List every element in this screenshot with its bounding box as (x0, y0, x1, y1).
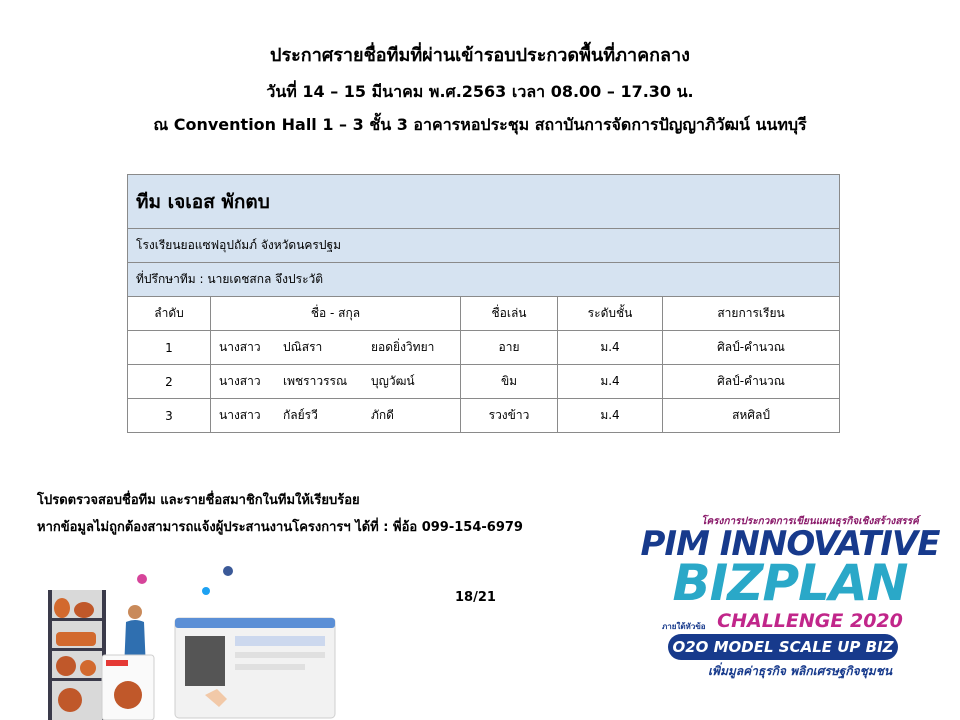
logo-tagline: เพิ่มมูลค่าธุรกิจ พลิกเศรษฐกิจชุมชน (707, 664, 893, 678)
member-first-name: ปณิสรา (283, 340, 323, 354)
team-name: ทีม เจเอส พักตบ (128, 175, 840, 229)
member-first-name: กัลย์รวี (283, 408, 318, 422)
ecommerce-illustration (40, 560, 340, 720)
column-header: ลำดับ (128, 297, 211, 331)
team-table (127, 174, 840, 433)
member-track: ศิลป์-คำนวณ (663, 365, 840, 399)
pim-bizplan-logo (640, 510, 940, 690)
page-number: 18/21 (455, 590, 496, 605)
member-first-name: เพชราวรรณ (283, 374, 348, 388)
table-row (128, 365, 840, 399)
member-last-name: บุญวัฒน์ (371, 374, 415, 388)
member-nickname: ขิม (461, 365, 558, 399)
logo-challenge: CHALLENGE 2020 (717, 610, 903, 632)
event-date: วันที่ 14 – 15 มีนาคม พ.ศ.2563 เวลา 08.00 – 17.30 น. (266, 82, 694, 101)
member-nickname: รวงข้าว (461, 399, 558, 433)
column-header: สายการเรียน (663, 297, 840, 331)
instagram-icon (137, 574, 147, 584)
member-title: นางสาว (219, 340, 261, 354)
member-level: ม.4 (558, 399, 663, 433)
social-media-icons (137, 566, 233, 595)
logo-bizplan: BIZPLAN (672, 554, 908, 612)
table-row (128, 331, 840, 365)
member-number: 2 (128, 365, 211, 399)
member-title: นางสาว (219, 374, 261, 388)
member-track: สหศิลป์ (663, 399, 840, 433)
announcement-title: ประกาศรายชื่อทีมที่ผ่านเข้ารอบประกวดพื้นที่ภาคกลาง (270, 45, 690, 66)
check-notice: โปรดตรวจสอบชื่อทีม และรายชื่อสมาชิกในทีมให้เรียบร้อย (37, 493, 360, 508)
school-name: โรงเรียนยอแซฟอุปถัมภ์ จังหวัดนครปฐม (128, 229, 840, 263)
logo-o2o-pill: O2O MODEL SCALE UP BIZ (668, 634, 898, 660)
member-level: ม.4 (558, 365, 663, 399)
member-number: 3 (128, 399, 211, 433)
pottery-shelf-image (48, 590, 106, 720)
member-fullname (211, 365, 461, 399)
table-row (128, 399, 840, 433)
column-header: ชื่อเล่น (461, 297, 558, 331)
member-fullname (211, 399, 461, 433)
member-level: ม.4 (558, 331, 663, 365)
member-number: 1 (128, 331, 211, 365)
member-track: ศิลป์-คำนวณ (663, 331, 840, 365)
facebook-icon (223, 566, 233, 576)
member-nickname: อาย (461, 331, 558, 365)
contact-notice: หากข้อมูลไม่ถูกต้องสามารถแจ้งผู้ประสานงานโครงการฯ ได้ที่ : พี่อ้อ 099-154-6979 (37, 520, 523, 535)
logo-pim-innovative: PIM INNOVATIVE (640, 524, 940, 564)
column-header: ชื่อ - สกุล (211, 297, 461, 331)
advisor-name: ที่ปรึกษาทีม : นายเดชสกล จึงประวัติ (128, 263, 840, 297)
event-venue: ณ Convention Hall 1 – 3 ชั้น 3 อาคารหอประชุม สถาบันการจัดการปัญญาภิวัฒน์ นนทบุรี (153, 115, 807, 134)
twitter-icon (202, 587, 210, 595)
column-header: ระดับชั้น (558, 297, 663, 331)
table-header-row (128, 297, 840, 331)
member-fullname (211, 331, 461, 365)
logo-under-topic: ภายใต้หัวข้อ (662, 622, 706, 631)
member-title: นางสาว (219, 408, 261, 422)
logo-project-text: โครงการประกวดการเขียนแผนธุรกิจเชิงสร้างสรรค์ (701, 516, 919, 527)
member-last-name: ยอดยิ่งวิทยา (371, 340, 435, 354)
member-last-name: ภักดี (371, 408, 394, 422)
